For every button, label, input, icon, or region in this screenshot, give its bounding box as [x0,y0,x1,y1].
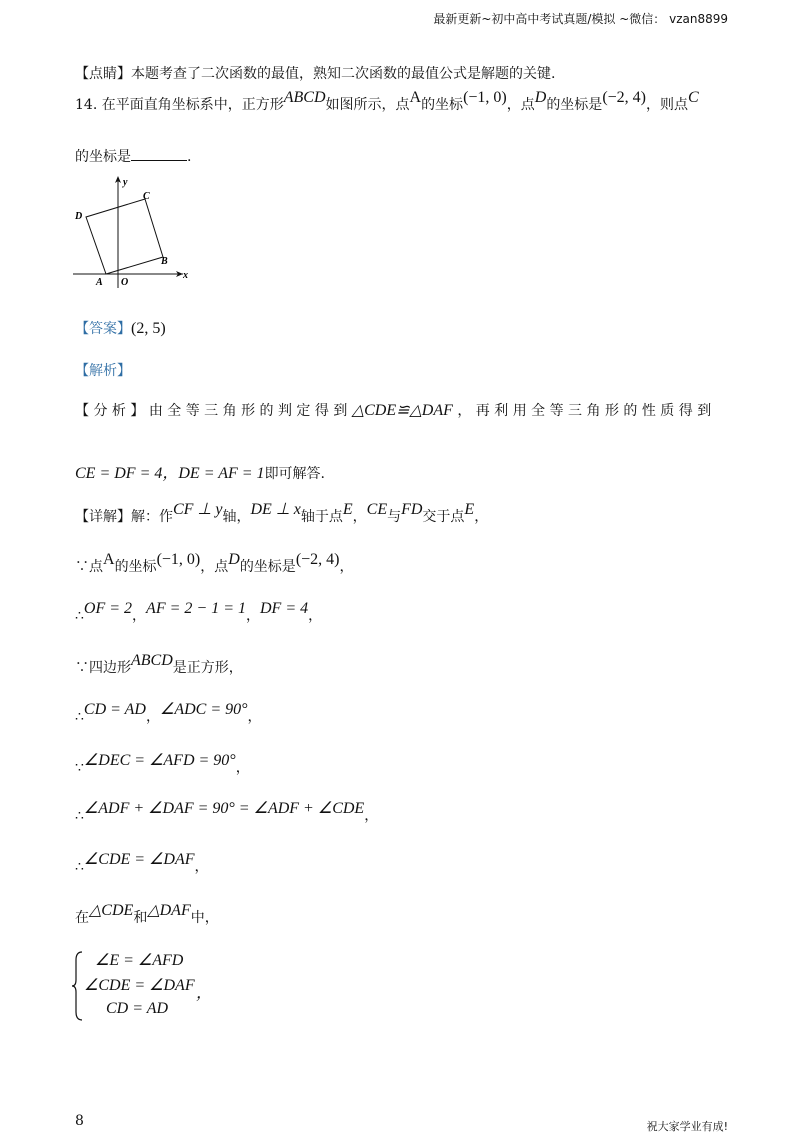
question-14-line2 [75,146,191,166]
detail-text: ， [352,509,367,525]
question-text: 的坐标是 [75,149,131,165]
fenxi-text: ， 再 利 用 全 等 三 角 形 的 性 质 得 到 [457,403,712,419]
label-x: x [183,270,188,281]
step-text: ， [194,859,209,875]
step-math: A [103,551,115,568]
step-text: ， [247,709,262,725]
step-math: DF = 4 [259,600,309,617]
coord-a: (−1, 0) [463,89,507,106]
step-line [75,902,219,927]
step-text: ， [132,608,147,624]
left-brace [70,950,84,1022]
detail-math: DE ⊥ x [250,501,301,518]
step-math: ∠CDE = ∠DAF [83,851,195,868]
step-math: AF = 2 − 1 = 1 [146,600,246,617]
detail-math: CF ⊥ y [173,501,223,518]
detail-text: 与 [387,509,402,525]
system-line-1: ∠E = ∠AFD [95,952,184,969]
step-symbol: ∴ [75,859,84,875]
step-symbol: ∴ [75,808,84,824]
step-math: CD = AD [83,701,146,718]
detail-text: 轴于点 [300,509,343,525]
detail-text: 轴， [222,509,251,525]
system-line-2: ∠CDE = ∠DAF [84,977,195,994]
label-o: O [121,277,129,288]
step-text: 的坐标是 [239,559,296,575]
step-symbol: 在 [75,910,89,926]
step-text: ， [235,760,250,776]
question-text: 的坐标是 [546,97,603,113]
label-b: B [161,256,168,267]
answer-blank [131,148,187,161]
question-14-line1 [75,89,699,114]
dianjing-paragraph: 【点睛】本题考查了二次函数的最值，熟知二次函数的最值公式是解题的关键. [75,66,556,82]
square-name: ABCD [283,89,326,106]
point-c: C [688,89,699,106]
step-text: ，点 [200,559,229,575]
detail-label: 【详解】解：作 [75,509,173,525]
label-d: D [75,211,83,222]
step-text: 的坐标 [114,559,157,575]
step-symbol: ∵四边形 [75,660,131,676]
jiexi-label: 【解析】 [75,363,131,379]
step-symbol: ∴ [75,608,84,624]
label-a: A [96,277,103,288]
fenxi-line2 [75,460,325,483]
step-math: (−2, 4) [295,551,340,568]
step-text: 和 [133,910,148,926]
question-text: ，点 [506,97,535,113]
step-line [75,701,262,726]
step-text: ， [364,808,379,824]
question-text: 如图所示，点 [325,97,410,113]
step-math: ∠DEC = ∠AFD = 90° [83,752,236,769]
label-y: y [123,177,128,188]
step-line [75,551,354,576]
step-math: (−1, 0) [156,551,201,568]
step-text: 中， [190,910,219,926]
step-math: △DAF [147,902,191,919]
page-header: 最新更新~初中高中考试真题/模拟 ~微信： vzan8899 [433,12,728,26]
step-text: 是正方形， [172,660,243,676]
step-math: △CDE [89,902,134,919]
question-text: 的坐标 [421,97,464,113]
detail-math: E [464,501,475,518]
step-line [75,800,379,825]
fenxi-line1 [75,400,711,420]
step-text: ， [245,608,260,624]
step-line [75,851,209,876]
step-symbol: ∵ [75,760,84,776]
fenxi-congruence: △CDE≌△DAF [351,402,453,419]
step-math: ABCD [131,652,173,669]
label-c: C [143,191,150,202]
footer-slogan: 祝大家学业有成! [646,1120,728,1133]
step-line [75,600,323,625]
system-trail: ， [196,985,213,1002]
fenxi-math: CE = DF = 4，DE = AF = 1 [75,465,265,482]
detail-math: FD [401,501,423,518]
detail-math: E [342,501,353,518]
fenxi-text: 由 全 等 三 角 形 的 判 定 得 到 [148,403,348,419]
step-symbol: ∵点 [75,559,103,575]
page-number: 8 [75,1113,84,1129]
fenxi-text: 即可解答. [264,466,326,482]
system-line-3: CD = AD [106,1000,169,1017]
step-text: ， [308,608,323,624]
step-symbol: ∴ [75,709,84,725]
detail-text: ， [474,509,489,525]
question-text: 在平面直角坐标系中，正方形 [101,97,284,113]
question-text: ，则点 [646,97,688,113]
question-number: 14. [75,97,98,113]
point-a: A [409,89,422,106]
detail-intro [75,501,489,526]
answer-value: (2, 5) [131,320,166,337]
answer-label: 【答案】 [75,321,131,337]
coord-d: (−2, 4) [602,89,646,106]
step-line [75,652,243,677]
fenxi-label: 【 分 析 】 [75,403,145,419]
step-math: OF = 2 [83,600,133,617]
detail-math: CE [366,501,388,518]
step-text: ， [339,559,354,575]
coordinate-figure [65,170,195,295]
point-d: D [534,89,547,106]
square-abcd [86,199,163,274]
step-math: D [228,551,240,568]
step-text: ， [145,709,160,725]
step-math: ∠ADF + ∠DAF = 90° = ∠ADF + ∠CDE [83,800,365,817]
step-line [75,752,250,777]
answer-line [75,318,166,338]
detail-text: 交于点 [422,509,465,525]
step-math: ∠ADC = 90° [159,701,248,718]
question-text: . [187,149,192,165]
